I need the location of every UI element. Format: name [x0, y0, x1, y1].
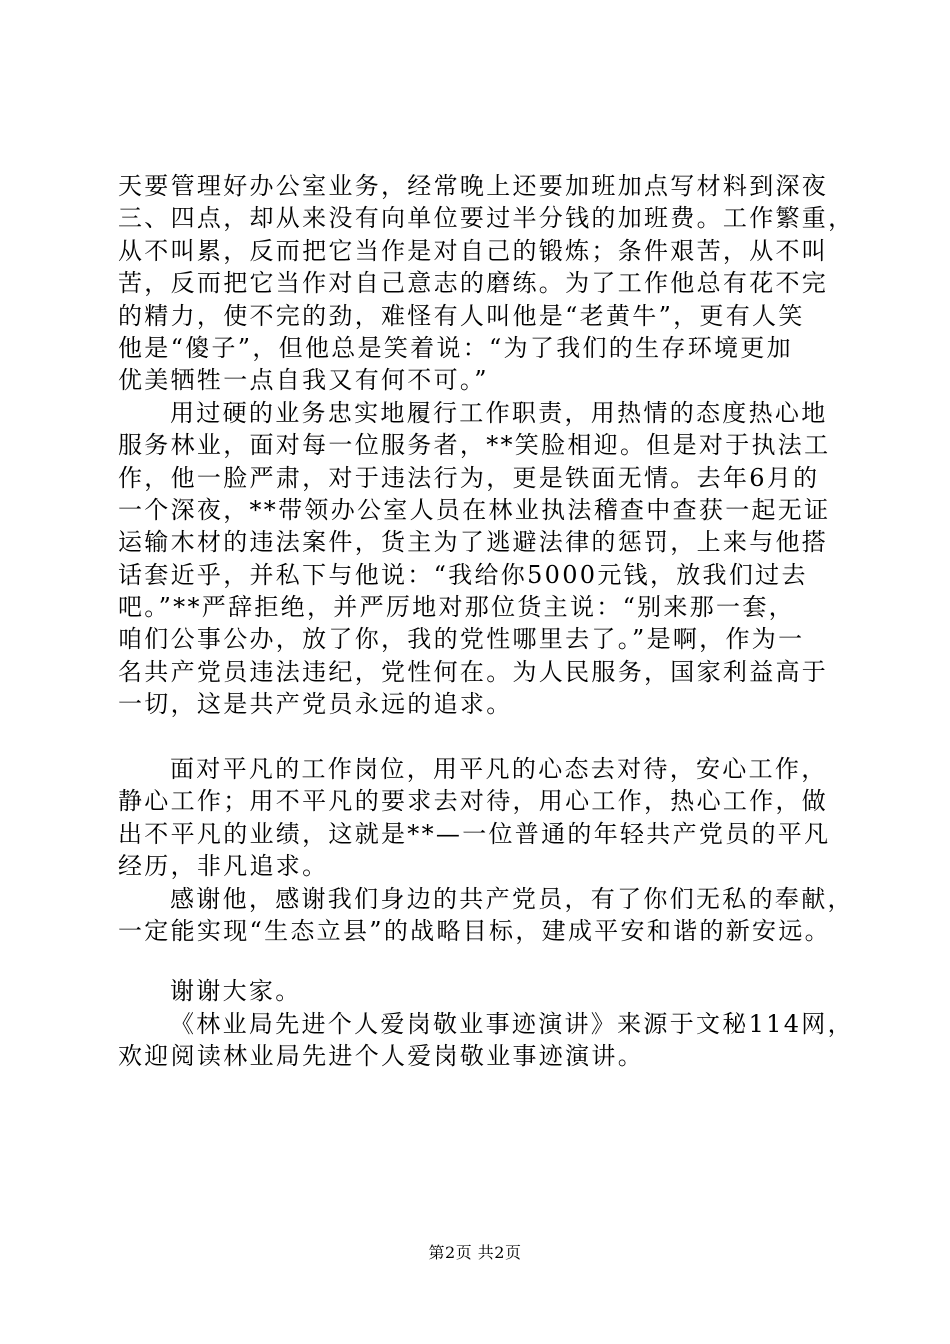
text-line: 苦，反而把它当作对自己意志的磨练。为了工作他总有花不完: [118, 269, 829, 298]
text-line: 一定能实现“生态立县”的战略目标，建成平安和谐的新安远。: [118, 916, 831, 945]
text-line: 作，他一脸严肃，对于违法行为，更是铁面无情。去年6月的: [118, 463, 820, 492]
text-line: 话套近乎，并私下与他说：“我给你5000元钱，放我们过去: [118, 560, 808, 589]
paragraph-closing: [118, 975, 858, 1007]
paragraph-source-note: [118, 1008, 858, 1073]
text-line: 《林业局先进个人爱岗敬业事迹演讲》来源于文秘114网，: [170, 1009, 854, 1038]
paragraph-ordinary-post: [118, 753, 858, 883]
paragraph-law-enforcement: [118, 397, 858, 753]
text-line: 咱们公事公办，放了你，我的党性哪里去了。”是啊，作为一: [118, 625, 805, 654]
text-line: 用过硬的业务忠实地履行工作职责，用热情的态度热心地: [170, 398, 828, 427]
text-line: 一切，这是共产党员永远的追求。: [118, 690, 513, 719]
text-line: 的精力，使不完的劲，难怪有人叫他是“老黄牛”，更有人笑: [118, 301, 805, 330]
text-line: 运输木材的违法案件，货主为了逃避法律的惩罚，上来与他搭: [118, 528, 829, 557]
text-line: 谢谢大家。: [170, 977, 302, 1006]
text-line: 优美牺牲一点自我又有何不可。”: [118, 366, 489, 395]
page-number-footer: 第2页 共2页: [428, 1243, 522, 1262]
text-line: 服务林业，面对每一位服务者，**笑脸相迎。但是对于执法工: [118, 431, 831, 460]
text-line: 从不叫累，反而把它当作是对自己的锻炼；条件艰苦，从不叫: [118, 236, 829, 265]
text-line: 面对平凡的工作岗位，用平凡的心态去对待，安心工作，: [170, 755, 828, 784]
text-line: 他是“傻子”，但他总是笑着说：“为了我们的生存环境更加: [118, 333, 793, 362]
text-line: 名共产党员违法违纪，党性何在。为人民服务，国家利益高于: [118, 657, 829, 686]
text-line: 静心工作；用不平凡的要求去对待，用心工作，热心工作，做: [118, 787, 829, 816]
text-line: 天要管理好办公室业务，经常晚上还要加班加点写材料到深夜: [118, 172, 829, 200]
document-body: [118, 170, 858, 1073]
text-line: [118, 721, 858, 753]
text-line: 一个深夜，**带领办公室人员在林业执法稽查中查获一起无证: [118, 495, 831, 524]
paragraph-hardwork: [118, 170, 858, 397]
text-line: 经历，非凡追求。: [118, 852, 329, 881]
paragraph-thanks-members: [118, 883, 858, 948]
paragraph-spacer: [118, 947, 858, 975]
text-line: 出不平凡的业绩，这就是**—一位普通的年轻共产党员的平凡: [118, 819, 831, 848]
text-line: 感谢他，感谢我们身边的共产党员，有了你们无私的奉献，: [170, 884, 854, 913]
text-line: 三、四点，却从来没有向单位要过半分钱的加班费。工作繁重，: [118, 204, 855, 233]
text-line: 吧。”**严辞拒绝，并严厉地对那位货主说：“别来那一套，: [118, 593, 795, 622]
text-line: 欢迎阅读林业局先进个人爱岗敬业事迹演讲。: [118, 1042, 644, 1071]
